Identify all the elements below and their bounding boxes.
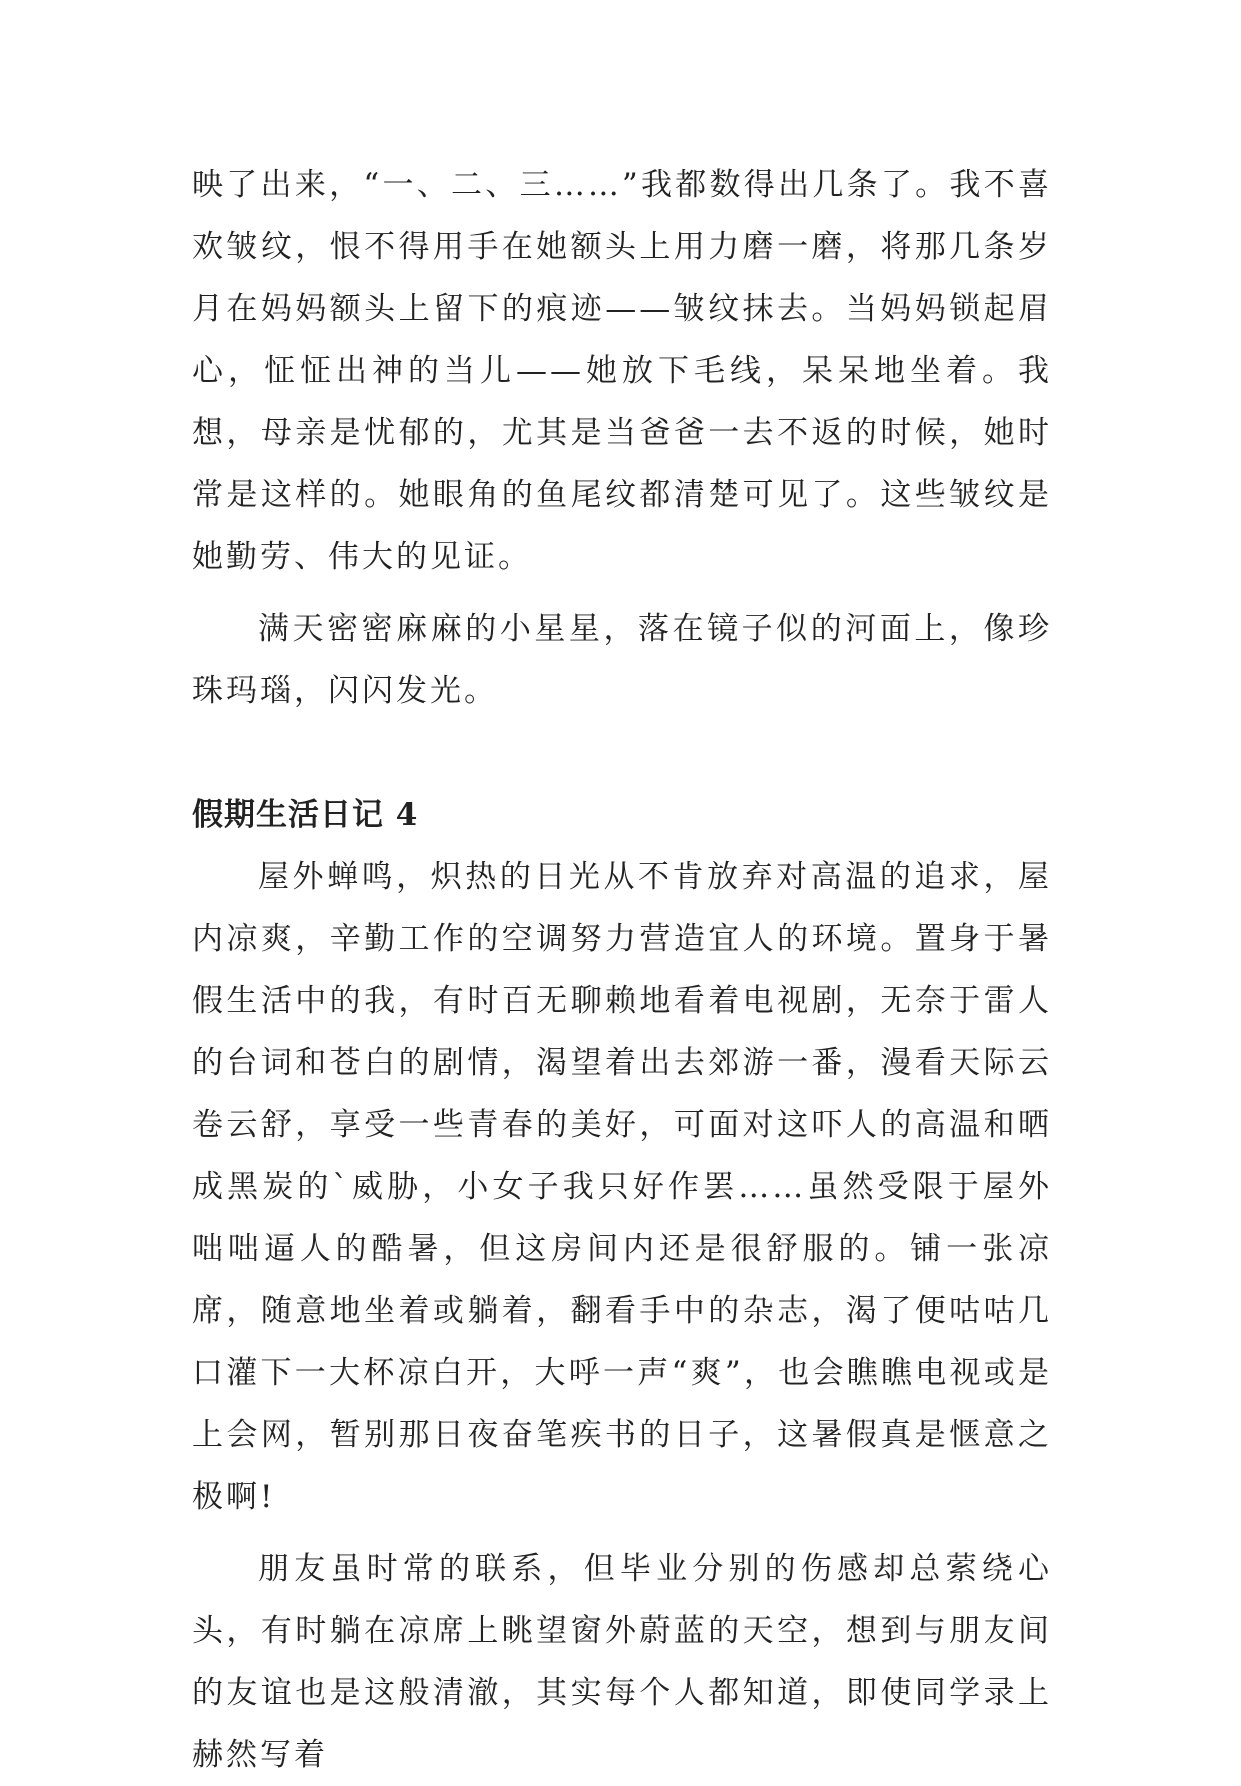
paragraph-continued: 映了出来，“一、二、三……”我都数得出几条了。我不喜欢皱纹，恨不得用手在她额头上用力磨一磨，将那几条岁月在妈妈额头上留下的痕迹——皱纹抹去。当妈妈锁起眉心，怔怔出神的当儿——她放下毛线，呆呆地坐着。我想，母亲是忧郁的，尤其是当爸爸一去不返的时候，她时常是这样的。她眼角的鱼尾纹都清楚可见了。这些皱纹是她勤劳、伟大的见证。 <box>192 167 1052 575</box>
section-heading: 假期生活日记 4 <box>192 797 419 833</box>
paragraph-spacer <box>192 1528 1052 1538</box>
paragraph-friends: 朋友虽时常的联系，但毕业分别的伤感却总萦绕心头，有时躺在凉席上眺望窗外蔚蓝的天空，想到与朋友间的友谊也是这般清澈，其实每个人都知道，即使同学录上赫然写着 <box>192 1551 1052 1773</box>
paragraph-spacer <box>192 588 1052 598</box>
paragraph-stars: 满天密密麻麻的小星星，落在镜子似的河面上，像珍珠玛瑙，闪闪发光。 <box>192 611 1052 709</box>
section-spacer <box>192 722 1052 784</box>
paragraph-summer: 屋外蝉鸣，炽热的日光从不肯放弃对高温的追求，屋内凉爽，辛勤工作的空调努力营造宜人的环境。置身于暑假生活中的我，有时百无聊赖地看着电视剧，无奈于雷人的台词和苍白的剧情，渴望着出去郊游一番，漫看天际云卷云舒，享受一些青春的美好，可面对这吓人的高温和晒成黑炭的`威胁，小女子我只好作罢……虽然受限于屋外咄咄逼人的酷暑，但这房间内还是很舒服的。铺一张凉席，随意地坐着或躺着，翻看手中的杂志，渴了便咕咕几口灌下一大杯凉白开，大呼一声“爽”，也会瞧瞧电视或是上会网，暂别那日夜奋笔疾书的日子，这暑假真是惬意之极啊! <box>192 859 1052 1515</box>
document-body <box>192 154 1052 1786</box>
